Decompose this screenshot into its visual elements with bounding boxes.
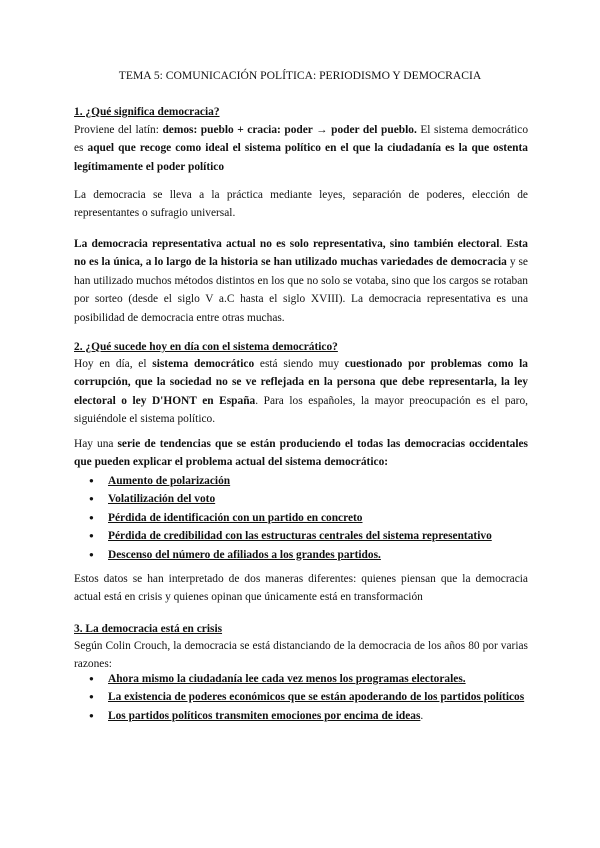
s1-p1-bold-2: aquel que recoge como ideal el sistema político en el que la ciudadanía es la que ostenta legítimamente el poder político [74, 142, 528, 173]
s1-p3-bold-1: La democracia representativa actual no es solo representativa, sino también electoral [74, 238, 500, 250]
s1-p3-bold-2: Esta no es la única, a lo largo de la historia se han utilizado muchas variedades de democracia [74, 238, 528, 269]
list-item: ● Los partidos políticos transmiten emociones por encima de ideas. [74, 707, 528, 725]
list-item: ● Volatilización del voto [74, 490, 528, 508]
s1-p1-text-1: Proviene del latín: [74, 124, 163, 136]
s1-p1-text-2: El sistema democrático es [74, 124, 529, 155]
list-item: ● Pérdida de identificación con un partido en concreto [74, 509, 528, 527]
section-3-heading: 3. La democracia está en crisis [74, 623, 223, 635]
list-item: ● La existencia de poderes económicos que se están apoderando de los partidos políticos [74, 688, 528, 706]
s1-p3-text-1: . [499, 238, 507, 250]
s1-p3-text-2: y se han utilizado muchos métodos distintos en los que no solo se votaba, sino que los cargos se rotaban por sorteo (desde el siglo V a.C hasta el siglo XVIII). La democracia representativa es una posibilidad de democracia entre otras muchas. [74, 256, 528, 324]
list-item: ● Descenso del número de afiliados a los grandes partidos. [74, 546, 528, 564]
section-2-paragraph-3: Estos datos se han interpretado de dos maneras diferentes: quienes piensan que la democracia actual está en crisis y quienes opinan que únicamente está en transformación [74, 573, 528, 604]
section-1-paragraph-1 [74, 121, 528, 176]
s2-p2-text-1: Hay una [74, 438, 118, 450]
section-1-paragraph-2: La democracia se lleva a la práctica mediante leyes, separación de poderes, elección de representantes o sufragio universal. [74, 189, 528, 220]
s2-p1-text-2: está siendo muy [254, 358, 345, 370]
section-2-paragraph-2 [74, 435, 528, 472]
list-item: ● Ahora mismo la ciudadanía lee cada vez menos los programas electorales. [74, 670, 528, 688]
document-title: TEMA 5: COMUNICACIÓN POLÍTICA: PERIODISMO Y DEMOCRACIA [118, 69, 482, 82]
list-item: ● Aumento de polarización [74, 472, 528, 490]
section-2-bullet-list [74, 472, 528, 564]
s2-p1-text-3: . Para los españoles, la mayor preocupación es el paro, siguiéndole el sistema político. [74, 394, 529, 426]
list-item: ● Pérdida de credibilidad con las estructuras centrales del sistema representativo [74, 527, 528, 545]
section-3-bullet-list [74, 670, 528, 725]
section-1-paragraph-3 [74, 235, 528, 327]
s1-p1-bold-1: demos: pueblo + cracia: poder → poder del pueblo. [162, 124, 417, 136]
section-3-paragraph-1: Según Colin Crouch, la democracia se está distanciando de la democracia de los años 80 por varias razones: [74, 640, 528, 671]
s2-p1-bold-1: sistema democrático [152, 358, 255, 370]
s2-p1-text-1: Hoy en día, el [74, 358, 153, 370]
trailing-period: . [420, 709, 424, 722]
section-1-heading: 1. ¿Qué significa democracia? [74, 106, 220, 118]
section-2-heading: 2. ¿Qué sucede hoy en día con el sistema democrático? [74, 341, 338, 353]
section-2-paragraph-1 [74, 355, 528, 429]
s2-p2-bold-1: serie de tendencias que se están produciendo el todas las democracias occidentales que pueden explicar el problema actual del sistema democrático: [74, 438, 528, 469]
s2-p1-bold-2: cuestionado por problemas como la corrupción, que la sociedad no se ve reflejada en la persona que debe representarla, la ley electoral o ley D'HONT en España [74, 358, 528, 407]
